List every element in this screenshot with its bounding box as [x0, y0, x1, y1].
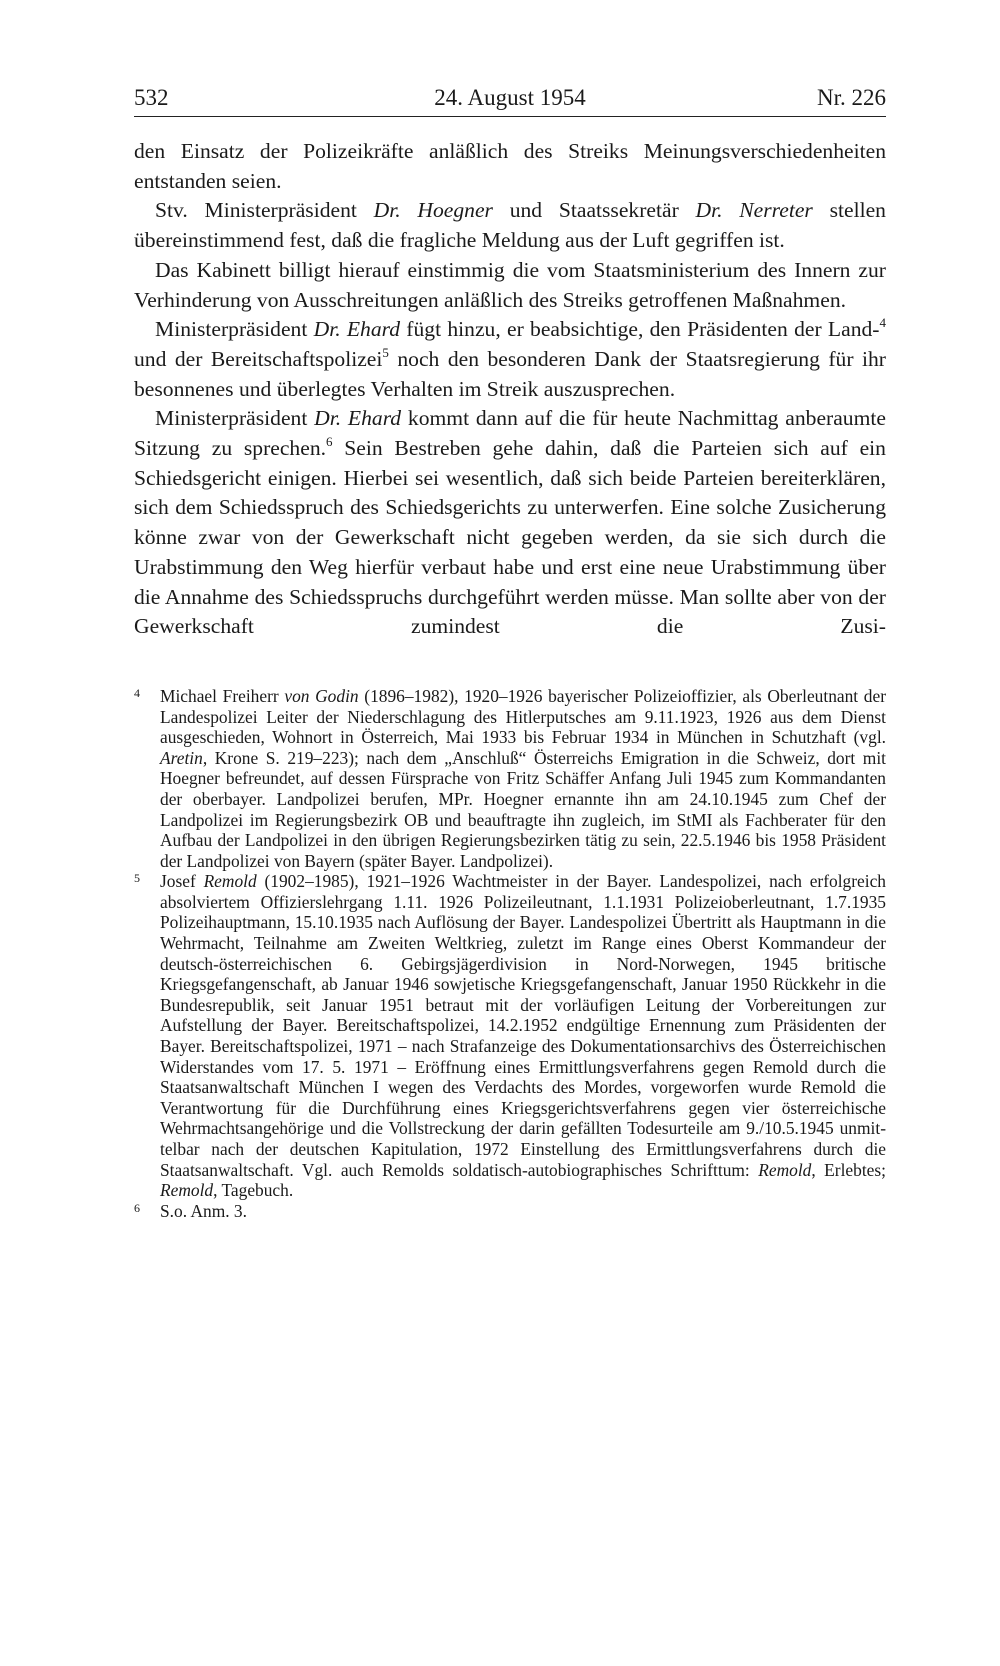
footnote-5: 5 Josef Remold (1902–1985), 1921–1926 Wachtmeister in der Bayer. Landespolizei, nach erfolgreich absolviertem Offizierslehrgang 1.11. 1926 Polizeileutnant, 1.1.1931 Polizeioberleutnant, 1.7.1935 Polizeihauptmann, 15.10.1935 nach Auflösung der Bayer. Landespolizei Übertritt als Hauptmann in die Wehrmacht, Teilnahme am Zweiten Weltkrieg, zuletzt im Range eines Oberst Kommandeur der deutsch-österreichischen 6. Gebirgsjägerdivision in Nord-Norwegen, 1945 britische Kriegsgefangenschaft, ab Januar 1946 sowjetische Kriegsgefangenschaft, Januar 1950 Rückkehr in die Bundesrepublik, seit Januar 1951 betraut mit der vorläufigen Leitung der Vorbereitungen zur Aufstellung der Bayer. Bereitschaftspolizei, 14.2.1952 endgültige Ernennung zum Präsidenten der Bayer. Bereitschaftspolizei, 1971 – nach Strafanzeige des Dokumentationsarchivs des Österreichischen Widerstandes vom 17. 5. 1971 – Eröffnung eines Ermittlungsverfahrens gegen Remold durch die Staatsanwaltschaft München I wegen des Verdachts des Mordes, vorgeworfen wurde Remold die Verantwortung für die Durchführung eines Kriegsgerichtsverfahrens gegen vier österreichische Wehrmachtsangehörige und die Vollstreckung der darin gefällten Todesurteile am 9./10.5.1945 unmittelbar nach der deutschen Kapitulation, 1972 Einstellung des Ermittlungsverfahrens durch die Staatsanwaltschaft. Vgl. auch Remolds soldatisch-autobiographisches Schrifttum: Remold, Erlebtes; Remold, Tagebuch. [134, 871, 886, 1201]
footnote-number: 5 [134, 871, 140, 886]
citation-author: Aretin [160, 747, 203, 768]
footnotes [134, 686, 886, 1221]
main-text [134, 137, 886, 642]
running-header [134, 80, 886, 117]
person-name: Dr. Nerreter [695, 198, 813, 223]
paragraph-ehard-dank: Ministerpräsident Dr. Ehard fügt hinzu, er beabsichtige, den Präsidenten der Land-$^4$ und der Bereitschaftspolizei$^5$ noch den besonderen Dank der Staatsregierung für ihr besonnenes und überlegtes Verhalten im Streik auszusprechen. [134, 315, 886, 401]
footnote-6: 6 S.o. Anm. 3. [134, 1201, 886, 1222]
person-name: Dr. Hoegner [373, 198, 493, 223]
person-name: Dr. Ehard [314, 406, 402, 431]
citation-author: Remold [758, 1159, 812, 1180]
paragraph-kabinett: Das Kabinett billigt hierauf einstimmig die vom Staatsministerium des Innern zur Verhinderung von Ausschreitungen anläßlich des Streiks getroffenen Maßnahmen. [134, 257, 886, 312]
footnote-number: 4 [134, 685, 140, 700]
footnote-4: 4 Michael Freiherr von Godin (1896–1982), 1920–1926 bayerischer Polizeioffizier, als Oberleutnant der Landespolizei Leiter der Niederschlagung des Hitlerputsches am 9.11.1923, 1926 aus dem Dienst ausgeschieden, Wohnort in Österreich, Mai 1933 bis Februar 1934 in München in Schutzhaft (vgl. Aretin, Krone S. 219–223); nach dem „Anschluß“ Österreichs Emigration in die Schweiz, dort mit Hoegner befreundet, auf dessen Fürsprache von Fritz Schäffer Anfang Juli 1945 zum Kommandanten der oberbayer. Landpolizei berufen, MPr. Hoegner ernannte ihn am 24.10.1945 zum Chef der Landpolizei im Regierungsbezirk OB und beauftragte ihn zugleich, im StMI als Fachberater für den Aufbau der Landpolizei in den übrigen Regierungsbezirken tätig zu sein, 22.5.1946 bis 1958 Präsident der Landpolizei von Bayern (später Bayer. Landpolizei). [134, 686, 886, 871]
page-number: 532 [134, 85, 169, 110]
person-name: Dr. Ehard [313, 317, 401, 342]
footnote-number: 6 [134, 1200, 140, 1215]
citation-author: Remold [160, 1180, 214, 1201]
document-page [134, 80, 886, 1221]
footnote-ref-6[interactable]: 6 [326, 434, 333, 450]
person-name: Remold [203, 871, 257, 892]
paragraph-ehard-sitzung: Ministerpräsident Dr. Ehard kommt dann auf die für heute Nachmittag anberaumte Sitzung zu sprechen.$^6$ Sein Bestreben gehe dahin, daß die Parteien sich auf ein Schiedsgericht einigen. Hierbei sei wesentlich, daß sich beide Parteien bereiterklären, sich dem Schiedsspruch des Schiedsgerichts zu unterwerfen. Eine solche Zusicherung könne zwar von der Gewerkschaft nicht gegeben werden, da sie sich durch die Urabstimmung den Weg hierfür verbaut habe und erst eine neue Urabstimmung über die Annahme des Schiedsspruchs durchgeführt werden müsse. Man sollte aber von der Gewerkschaft zumindest die Zusi- [134, 406, 886, 639]
paragraph-continuation: den Einsatz der Polizeikräfte anläßlich des Streiks Meinungsverschiedenheiten entstanden seien. [134, 139, 886, 193]
header-date: 24. August 1954 [434, 85, 586, 110]
footnote-ref-4[interactable]: 4 [879, 315, 886, 331]
paragraph-hoegner-nerreter: Stv. Ministerpräsident Dr. Hoegner und Staatssekretär Dr. Nerreter stellen übereinstimmend fest, daß die fragliche Meldung aus der Luft gegriffen ist. [134, 198, 886, 253]
document-number: Nr. 226 [817, 85, 886, 110]
person-name: von Godin [284, 685, 359, 706]
footnote-ref-5[interactable]: 5 [382, 344, 389, 360]
